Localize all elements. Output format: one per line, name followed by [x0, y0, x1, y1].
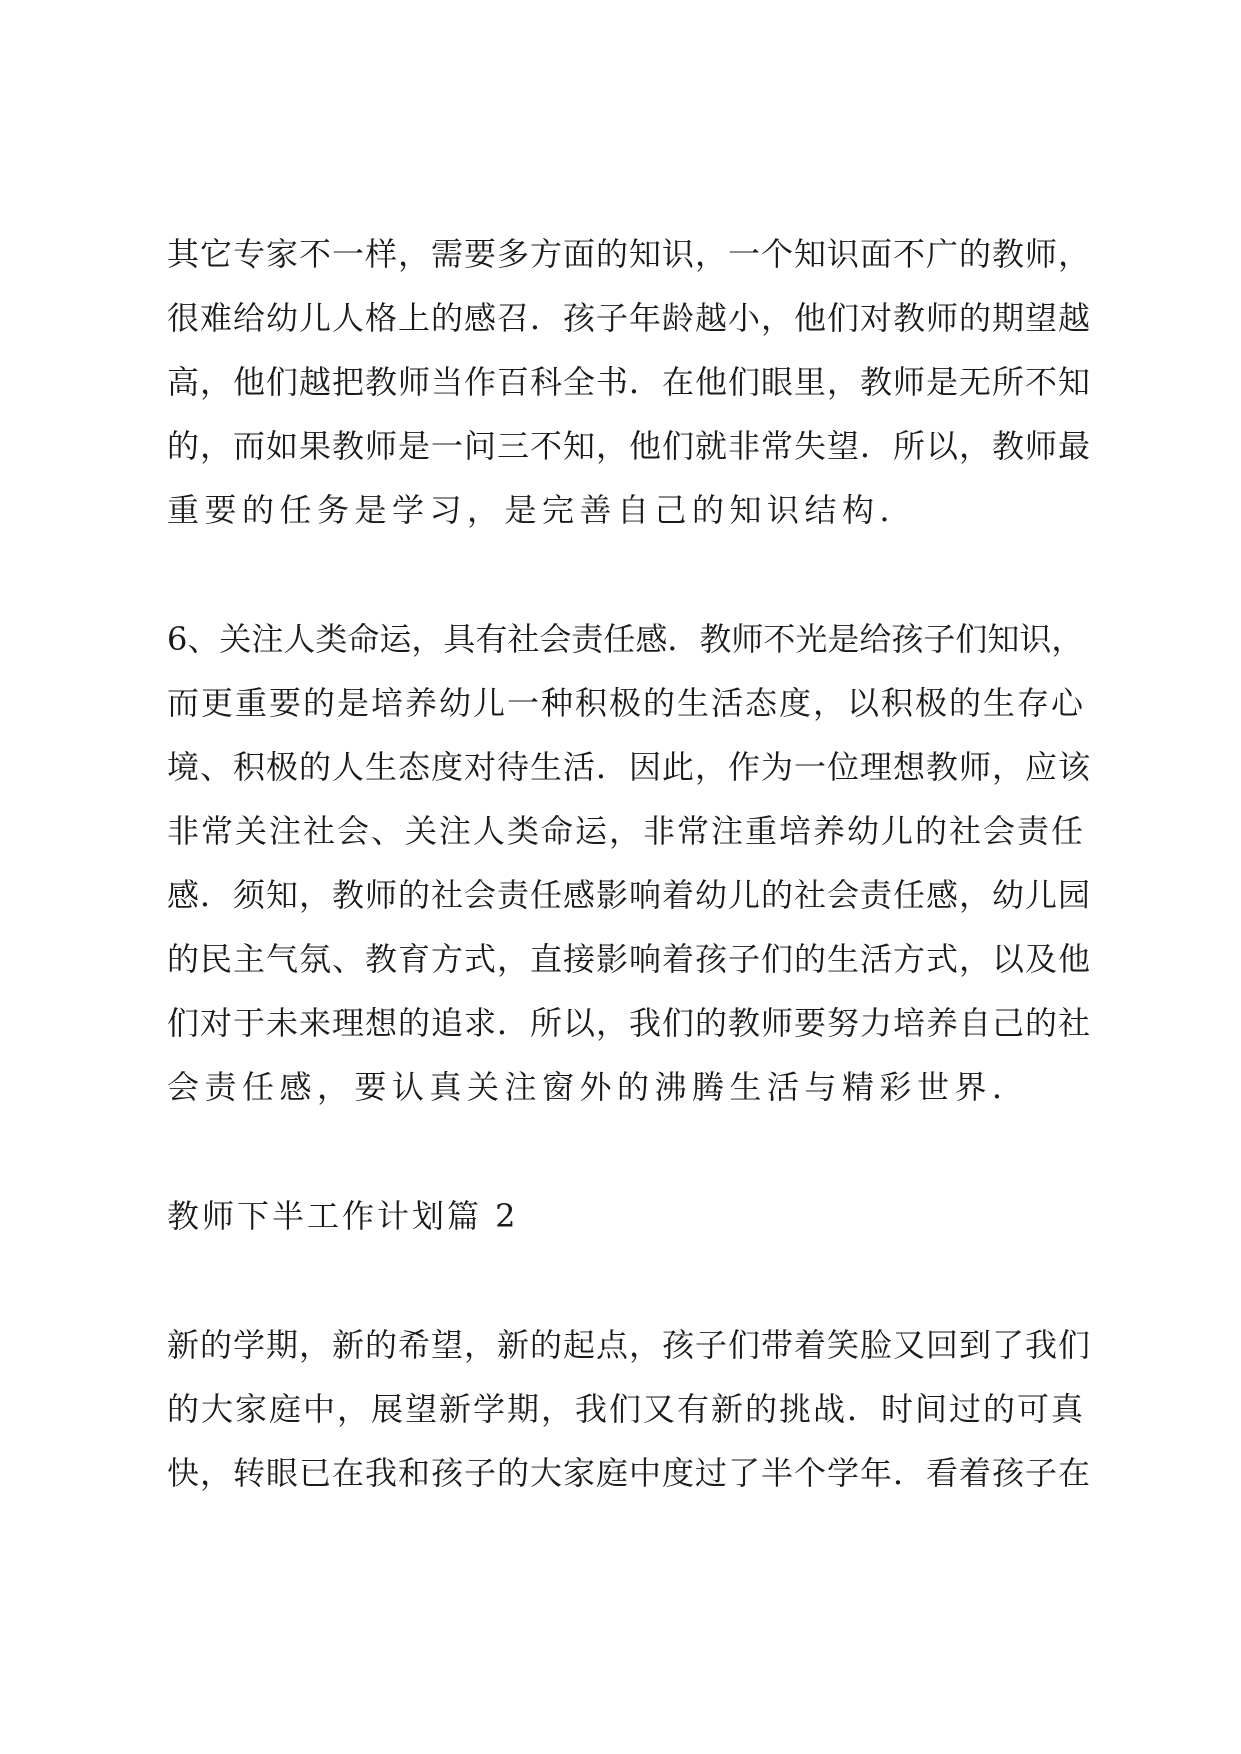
- paragraph-2-line-1: 6、关注人类命运，具有社会责任感．教师不光是给孩子们知识，: [167, 620, 1084, 658]
- paragraph-3-line-3: 快，转眼已在我和孩子的大家庭中度过了半个学年．看着孩子在: [167, 1454, 1092, 1492]
- paragraph-2-line-3: 境、积极的人生态度对待生活．因此，作为一位理想教师，应该: [167, 748, 1092, 786]
- paragraph-2-line-2: 而更重要的是培养幼儿一种积极的生活态度，以积极的生存心: [167, 684, 1086, 722]
- paragraph-1-line-5: 重要的任务是学习，是完善自己的知识结构．: [167, 491, 918, 529]
- paragraph-2-line-8: 会责任感，要认真关注窗外的沸腾生活与精彩世界．: [167, 1068, 1030, 1106]
- paragraph-2-line-4: 非常关注社会、关注人类命运，非常注重培养幼儿的社会责任: [167, 812, 1086, 850]
- paragraph-1-line-1: 其它专家不一样，需要多方面的知识，一个知识面不广的教师，: [167, 235, 1092, 273]
- paragraph-1-line-4: 的，而如果教师是一问三不知，他们就非常失望．所以，教师最: [167, 427, 1092, 465]
- paragraph-2-line-6: 的民主气氛、教育方式，直接影响着孩子们的生活方式，以及他: [167, 940, 1092, 978]
- paragraph-1-line-3: 高，他们越把教师当作百科全书．在他们眼里，教师是无所不知: [167, 363, 1092, 401]
- paragraph-1-line-2: 很难给幼儿人格上的感召．孩子年龄越小，他们对教师的期望越: [167, 299, 1092, 337]
- paragraph-2-line-7: 们对于未来理想的追求．所以，我们的教师要努力培养自己的社: [167, 1004, 1092, 1042]
- section-heading: 教师下半工作计划篇 2: [167, 1197, 519, 1235]
- paragraph-3-line-2: 的大家庭中，展望新学期，我们又有新的挑战．时间过的可真: [167, 1390, 1086, 1428]
- paragraph-2-line-5: 感．须知，教师的社会责任感影响着幼儿的社会责任感，幼儿园: [167, 876, 1092, 914]
- paragraph-3-line-1: 新的学期，新的希望，新的起点，孩子们带着笑脸又回到了我们: [167, 1326, 1092, 1364]
